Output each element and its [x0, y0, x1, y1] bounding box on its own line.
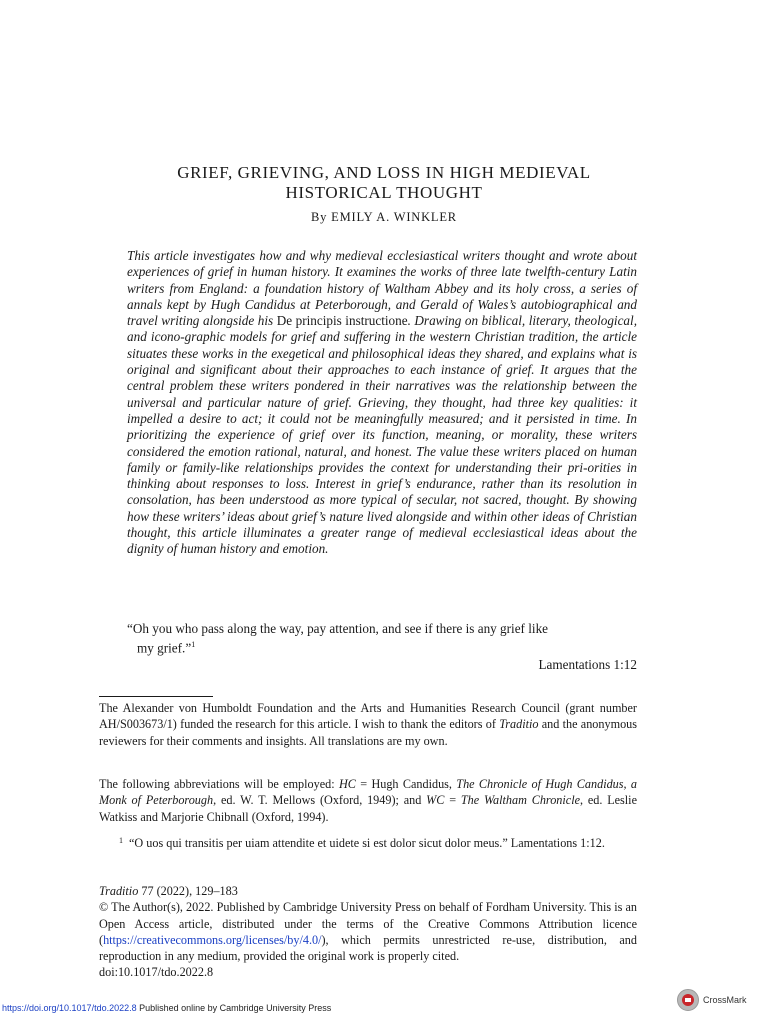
- title-line-2: HISTORICAL THOUGHT: [285, 183, 483, 202]
- epigraph-source: Lamentations 1:12: [538, 656, 637, 672]
- abbr-wc-eq: =: [444, 793, 461, 808]
- citation-journal: Traditio: [99, 884, 139, 898]
- footnote-divider: [99, 696, 213, 697]
- epigraph-line-2: my grief.”: [137, 640, 192, 656]
- license-link[interactable]: https://creativecommons.org/licenses/by/4.0/: [103, 932, 322, 947]
- epigraph-quote: [127, 621, 637, 657]
- epigraph-line-1: “Oh you who pass along the way, pay attention, and see if there is any grief like: [127, 621, 549, 636]
- funding-text-before: The Alexander von Humboldt Foundation and the Arts and Humanities Research Council (grant number AH/S003673/1) funded the research for this article. I wish to thank the editors of: [99, 701, 637, 732]
- citation-block: [99, 883, 637, 981]
- abstract: [127, 248, 637, 558]
- footnote-1-text: “O uos qui transitis per uiam attendite et uidete si est dolor sicut dolor meus.” Lamentations 1:12.: [129, 836, 605, 850]
- abbr-wc-title: The Waltham Chronicle: [460, 793, 580, 808]
- doi-link[interactable]: https://doi.org/10.1017/tdo.2022.8: [2, 1003, 137, 1013]
- byline: [130, 210, 638, 225]
- abbr-intro: The following abbreviations will be employed:: [99, 777, 339, 791]
- abstract-part-1: This article investigates how and why medieval ecclesiastical writers thought and wrote about experiences of grief in human history. It examines the works of three late twelfth-century Latin writers from England: a foundation history of Waltham Abbey and its holy cross, a series of annals kept by Hugh Candidus at Peterborough, and Gerald of Wales’s autobiographical and travel writing alongside his: [127, 248, 637, 329]
- byline-prefix: By: [311, 210, 328, 224]
- epigraph: [127, 621, 637, 673]
- footnote-ref-1[interactable]: 1: [191, 640, 196, 650]
- citation-copyright: © The Author(s), 2022. Published by Cambridge University Press on behalf of Fordham University. This is an Open Access article, distributed under the terms of the Creative Commons Attribution licence (: [99, 900, 637, 947]
- funding-footnote: [99, 700, 637, 749]
- abbr-wc: WC: [426, 793, 445, 808]
- citation-volume: 77 (2022), 129–183: [138, 884, 238, 898]
- funding-text-after: and the anonymous reviewers for their comments and insights. All translations are my own.: [99, 717, 638, 748]
- citation-copyright-end: ), which permits unrestricted re-use, distribution, and reproduction in any medium, provided the original work is properly cited.: [99, 932, 637, 964]
- footnote-1: [99, 835, 637, 851]
- funding-journal-name: Traditio: [499, 717, 539, 732]
- published-online-text: Published online by Cambridge University Press: [136, 1003, 332, 1013]
- abbr-hc: HC: [338, 777, 356, 791]
- crossmark-label: CrossMark: [703, 995, 747, 1005]
- crossmark-icon: [677, 989, 699, 1011]
- crossmark-button[interactable]: [677, 987, 767, 1013]
- author-name: EMILY A. WINKLER: [331, 210, 457, 224]
- abbr-wc-rest: , ed. Leslie Watkiss and Marjorie Chibnall (Oxford, 1994).: [99, 793, 637, 824]
- epigraph-line-2-wrap: [127, 637, 637, 657]
- abbr-hc-title: The Chronicle of Hugh Candidus, a Monk of Peterborough: [99, 777, 637, 808]
- abbr-hc-eq: = Hugh Candidus,: [355, 777, 457, 791]
- abbr-hc-rest: , ed. W. T. Mellows (Oxford, 1949); and: [213, 793, 427, 808]
- citation-doi: doi:10.1017/tdo.2022.8: [99, 965, 214, 980]
- abbreviations-footnote: [99, 776, 637, 825]
- article-title: [130, 163, 638, 203]
- title-line-1: GRIEF, GRIEVING, AND LOSS IN HIGH MEDIEVAL: [177, 163, 591, 182]
- abstract-part-2: . Drawing on biblical, literary, theological, and icono-graphic models for grief and suffering in the western Christian tradition, the article situates these works in the exegetical and philosophical ideas they shared, and explains what is original and significant about their approaches to each instance of grief. It argues that the central problem these writers pondered in their narratives was the relationship between the universal and particular nature of grief. Grieving, they thought, had three key qualities: it impelled a desire to act; it could not be meaningfully measured; and it persisted in time. In prioritizing the experience of grief over its function, meaning, or morality, these writers considered the emotion rational, natural, and honest. The value these writers placed on human family or family-like relationships provides the context for understanding their pri-orities in thinking about responses to loss. Interest in grief’s endurance, rather than its resolution in consolation, has been understood as more typical of secular, not sacred, thought. By showing how these writers’ ideas about grief’s nature lived alongside and within other ideas of Christian thought, this article illuminates a greater range of medieval ecclesiastical ideas about the dignity of human history and emotion.: [127, 313, 637, 557]
- footnote-1-number-wrap: [99, 835, 129, 851]
- abstract-upright-title: De principis instructione: [276, 313, 408, 329]
- footnote-1-number: 1: [119, 836, 123, 845]
- page-footer: [2, 1003, 331, 1013]
